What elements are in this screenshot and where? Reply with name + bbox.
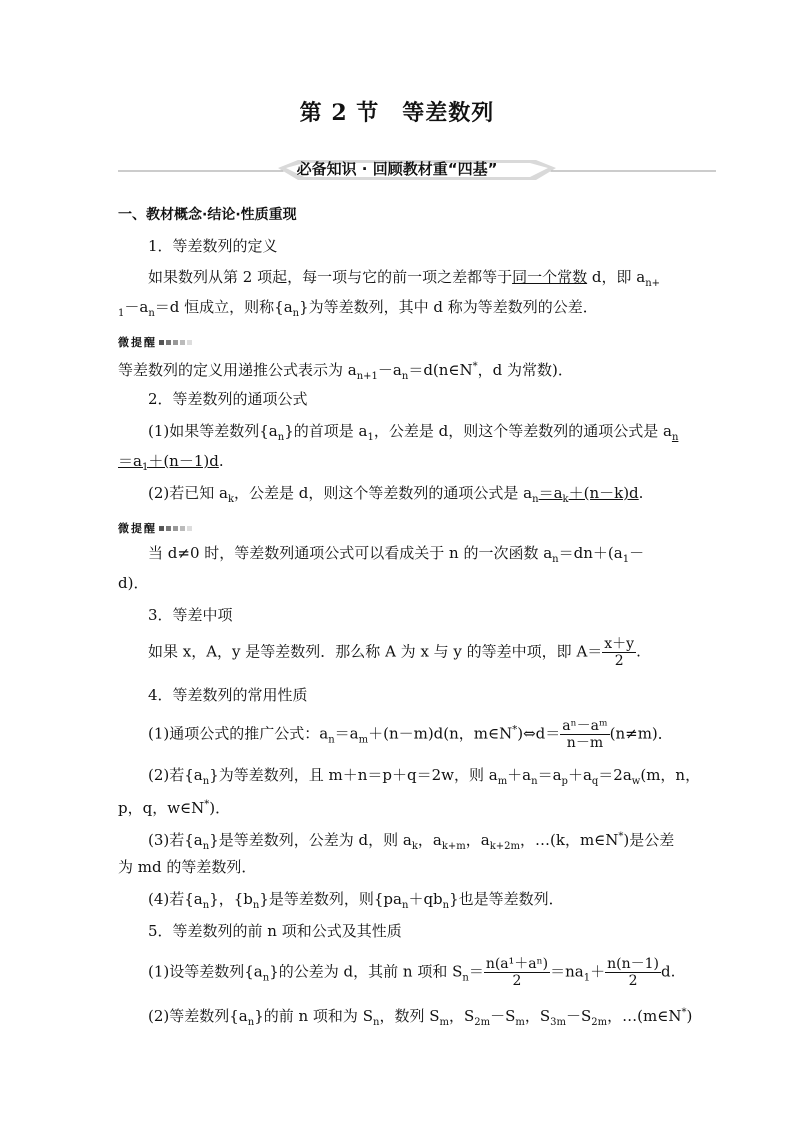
heading-properties: 4．等差数列的常用性质 (148, 686, 308, 704)
property-3: (3)若$\{a_n\}$是等差数列，公差为 d，则 $a_k$，$a_{k+m}$，$a_{k+2m}$，…(k，m∈N*)是公差 (148, 831, 675, 852)
property-1: (1)通项公式的推广公式：$a_n=a_m+(n-m)d(n$，m∈N*)⇔d＝ $\frac{\text{aⁿ－aᵐ}}{n-m}$ (n≠m)． (148, 718, 673, 751)
banner-title: 必备知识 · 回顾教材重“四基” (296, 160, 498, 178)
property-2: (2)若$\{a_n\}$为等差数列，且 m＋n＝p＋q＝2w，则 $a_m+a_n=a_p+a_q=2a_w(m$，n， (148, 766, 701, 787)
sum-formula-p2: (2)等差数列$\{a_n\}$的前 n 项和为 $S_n$，数列 $S_m$，$S_{2m}-S_m$，$S_{3m}-S_{2m}$，…(m∈N*) (148, 1007, 693, 1028)
tip-text-2: 当 d≠0 时，等差数列通项公式可以看成关于 n 的一次函数 $a_n=dn+(a_1-$ (148, 544, 645, 565)
property-3-line2: 为 md 的等差数列． (118, 858, 257, 876)
arithmetic-mean-text: 如果 x，A，y 是等差数列．那么称 A 为 x 与 y 的等差中项，即 A＝ $\frac{x+y}{2}$ . (148, 636, 641, 669)
definition-paragraph: 如果数列从第 2 项起，每一项与它的前一项之差都等于同一个常数 d，即 $a_{n+}$ (148, 268, 661, 289)
property-2-line2: p，q，w∈N*)． (118, 799, 231, 817)
tip-label-2: 微提醒 (118, 516, 678, 540)
heading-general-term: 2．等差数列的通项公式 (148, 390, 308, 408)
tip-text-1: 等差数列的定义用递推公式表示为 $a_{n+1}-a_n=d(n\in N^*$，d 为常数)． (118, 361, 573, 382)
heading-definition: 1．等差数列的定义 (148, 237, 278, 255)
property-4: (4)若$\{a_n\}$，$\{b_n\}$是等差数列，则$\{pa_n+qb_n\}$也是等差数列． (148, 890, 564, 911)
general-term-p1: (1)如果等差数列$\{a_n\}$的首项是 $a_1$，公差是 d，则这个等差数列的通项公式是 $a_n$ (148, 422, 679, 443)
heading-arithmetic-mean: 3．等差中项 (148, 606, 233, 624)
general-term-p2: (2)若已知 $a_k$，公差是 d，则这个等差数列的通项公式是 $a_n=a_k+(n-k)d$. (148, 484, 644, 505)
general-term-p1-line2: $=a_1+(n-1)d$. (118, 452, 224, 473)
tip-text-2-line2: d)． (118, 574, 149, 592)
heading-sum-formula: 5．等差数列的前 n 项和公式及其性质 (148, 922, 402, 940)
definition-paragraph-line2: $_1-a_n=d$ 恒成立，则称$\{a_n\}$为等差数列，其中 d 称为等差数列的公差． (118, 298, 598, 319)
sum-formula-p1: (1)设等差数列$\{a_n\}$的公差为 d，其前 n 项和 $S_n=$ $\frac{\text{n(a¹＋aⁿ)}}{2}$ $=na_1+$ $\frac{n(n-1)}{2}$ d. (148, 956, 676, 989)
section-title: 第 2 节 等差数列 (299, 100, 495, 126)
heading-concepts: 一、教材概念·结论·性质重现 (118, 207, 297, 223)
tip-label-1: 微提醒 (118, 330, 678, 354)
